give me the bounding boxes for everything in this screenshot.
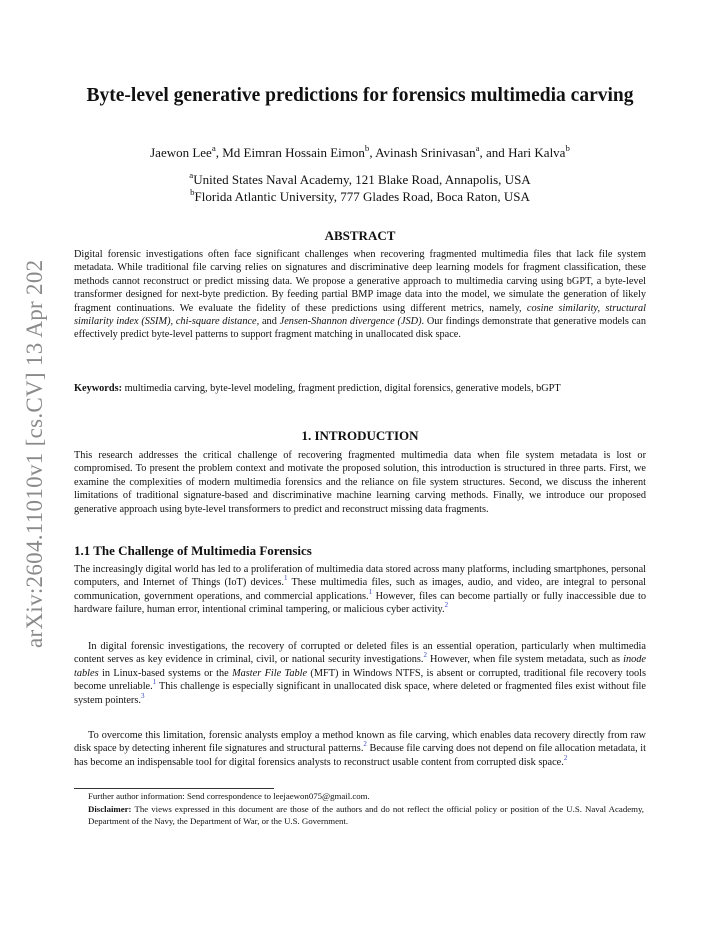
metric-names: cosine similarity, structural similarity index (SSIM), chi-square distance, (74, 302, 646, 328)
disclaimer-text: The views expressed in this document are those of the authors and do not reflect the official policy or position of the U.S. Naval Academy, Department of the Navy, the Department of War, or the U.S. Government. (88, 804, 645, 826)
affiliation-text: United States Naval Academy, 121 Blake Road, Annapolis, USA (193, 172, 531, 187)
author-name: Avinash Srinivasan (375, 145, 476, 160)
paragraph-text: These multimedia files, such as images, audio, and video, are integral to personal communication, government operations, and commercial applications. (74, 577, 647, 602)
paragraph-text: However, when file system metadata, such as (427, 654, 624, 666)
metric-names: Jensen-Shannon divergence (JSD) (279, 316, 422, 328)
author-name: Hari Kalva (508, 145, 566, 160)
abstract-heading: ABSTRACT (324, 228, 396, 243)
paragraph-text: The increasingly digital world has led to a proliferation of multimedia data stored across many platforms, including smartphones, personal computers, and Internet of Things (IoT) devices. (74, 564, 646, 589)
citation-link[interactable]: 2 (423, 651, 427, 660)
paragraph-text: In digital forensic investigations, the recovery of corrupted or deleted files is an essential operation, particularly when multimedia content serves as key evidence in criminal, civil, or national security investigations. (74, 641, 646, 666)
abstract-text: and (261, 316, 277, 328)
introduction-heading: 1. INTRODUCTION (301, 428, 419, 443)
emphasized-term: inode tables (74, 654, 646, 679)
paper-title: Byte-level generative predictions for forensics multimedia carving (86, 85, 634, 106)
citation-link[interactable]: 1 (368, 587, 373, 596)
subsection-heading: 1.1 The Challenge of Multimedia Forensics (74, 543, 312, 558)
disclaimer-label: Disclaimer: (88, 804, 132, 814)
citation-link[interactable]: 3 (140, 691, 145, 700)
abstract-text: . Our findings demonstrate that generative models can effectively predict byte-level patterns to support fragment matching in unallocated disk space. (74, 316, 646, 341)
affiliation-marker: a (189, 169, 194, 180)
keywords-text: multimedia carving, byte-level modeling, fragment prediction, digital forensics, generative models, bGPT (124, 383, 561, 394)
affiliation-marker: a (211, 142, 216, 153)
affiliation-text: Florida Atlantic University, 777 Glades Road, Boca Raton, USA (194, 189, 530, 204)
citation-link[interactable]: 2 (363, 740, 367, 749)
citation-link[interactable]: 2 (563, 753, 568, 762)
introduction-paragraph: This research addresses the critical challenge of recovering fragmented multimedia data when file system metadata is lost or compromised. To present the problem context and motivate the proposed solution, this introduction is structured in three parts. First, we examine the complexities of modern multimedia forensics and the reliance on file system structures. Second, we discuss the inherent limitations of traditional signature-based and discriminative machine learning carving methods. Finally, we introduce our proposed generative approach using byte-level transformers to predict and reconstruct missing data fragments. (74, 450, 646, 515)
body-paragraph (74, 729, 646, 769)
affiliation-marker: a (475, 142, 480, 153)
emphasized-term: Master File Table (232, 667, 308, 679)
paragraph-text: Because file carving does not depend on file allocation metadata, it has become an indispensable tool for digital forensics analysts to reconstruct usable content from corrupted disk space. (74, 743, 646, 768)
affiliation (74, 171, 646, 188)
keywords-label: Keywords: (74, 383, 123, 394)
affiliation-marker: b (364, 142, 370, 153)
affiliation (74, 188, 646, 205)
citation-link[interactable]: 2 (444, 601, 449, 610)
footnote-disclaimer (88, 804, 644, 827)
keywords (74, 382, 646, 395)
author-name: Jaewon Lee (150, 145, 212, 160)
citation-link[interactable]: 1 (283, 574, 288, 583)
affiliation-marker: b (565, 142, 570, 153)
arxiv-sidebar-stamp (18, 260, 48, 650)
affiliation-list (74, 171, 646, 205)
footnote-correspondence: Further author information: Send correspondence to leejaewon075@gmail.com. (88, 791, 370, 801)
citation-link[interactable]: 1 (152, 678, 157, 687)
abstract-body (74, 248, 646, 342)
paragraph-text: (MFT) in Windows NTFS, is absent or corrupted, traditional file recovery tools become unreliable. (74, 667, 646, 693)
footnote-divider (74, 788, 274, 789)
affiliation-marker: b (190, 186, 195, 197)
body-paragraph (74, 563, 646, 617)
paragraph-text: This challenge is especially significant in unallocated disk space, where deleted or fragmented files exist without file system pointers. (74, 681, 646, 706)
abstract-text: Digital forensic investigations often face significant challenges when recovering fragmented multimedia files that lack file system metadata. While traditional file carving relies on signatures and discriminative deep learning models for fragment classification, these methods cannot reconstruct or predict missing data. We propose a generative approach to multimedia carving using bGPT, a byte-level transformer designed for next-byte prediction. By feeding partial BMP image data into the model, we simulate the generation of likely fragment continuations. We evaluate the fidelity of these predictions using different metrics, namely, (74, 249, 646, 314)
arxiv-identifier: arXiv:2604.11010v1 [cs.CV] 13 Apr 2026 (22, 260, 47, 648)
paragraph-text: To overcome this limitation, forensic analysts employ a method known as file carving, which enables data recovery directly from raw disk space by detecting inherent file signatures and structural patterns. (74, 730, 646, 755)
paragraph-text: However, files can become partially or fully inaccessible due to hardware failure, human error, intentional criminal tampering, or malicious cyber activity. (74, 590, 646, 616)
paragraph-text: in Linux-based systems or the (98, 667, 233, 679)
conjunction: and (486, 145, 505, 160)
author-list: Jaewon Lee$^a$, Md Eimran Hossain Eimon$^b$, Avinash Srinivasan$^a$, and Hari Kalva$^b$ (150, 142, 570, 160)
body-paragraph (74, 640, 646, 707)
author-name: Md Eimran Hossain Eimon (222, 145, 365, 160)
